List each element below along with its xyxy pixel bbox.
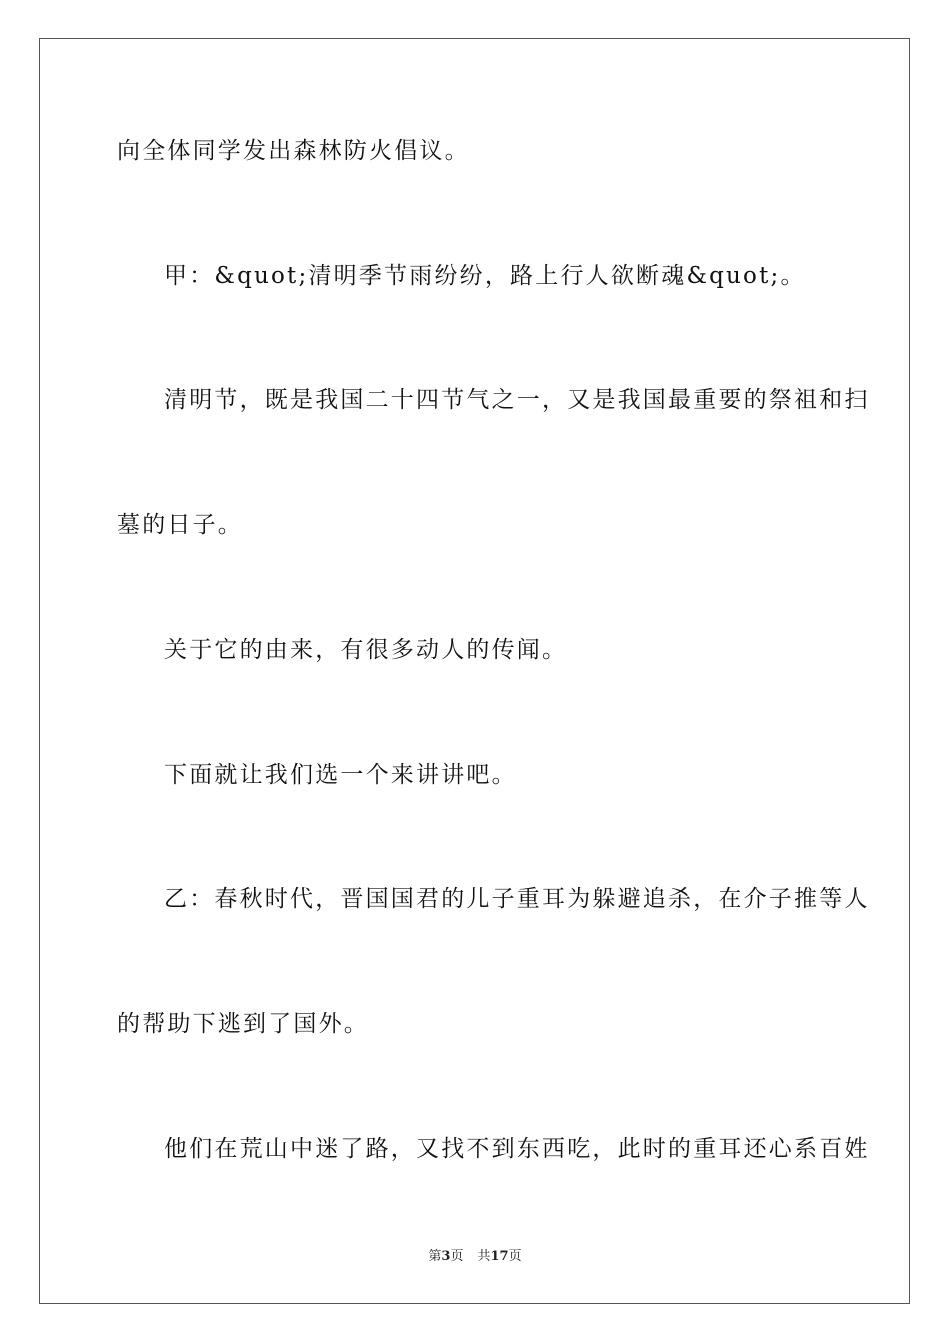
paragraph-line-8: 的帮助下逃到了国外。	[117, 1011, 369, 1037]
paragraph-line-9: 他们在荒山中迷了路，又找不到东西吃，此时的重耳还心系百姓	[164, 1136, 870, 1162]
total-label-prefix: 共	[477, 1249, 491, 1264]
total-page-number: 17	[490, 1249, 509, 1264]
current-page-number: 3	[441, 1249, 451, 1264]
paragraph-line-4: 墓的日子。	[117, 512, 243, 538]
paragraph-line-6: 下面就让我们选一个来讲讲吧。	[164, 762, 517, 788]
paragraph-line-7: 乙：春秋时代，晋国国君的儿子重耳为躲避追杀，在介子推等人	[164, 886, 870, 912]
total-label-suffix: 页	[508, 1249, 522, 1264]
page-label-suffix: 页	[450, 1249, 464, 1264]
paragraph-line-1: 向全体同学发出森林防火倡议。	[117, 138, 470, 164]
paragraph-line-3: 清明节，既是我国二十四节气之一，又是我国最重要的祭祖和扫	[164, 387, 870, 413]
page-label-prefix: 第	[428, 1249, 442, 1264]
paragraph-line-5: 关于它的由来，有很多动人的传闻。	[164, 637, 568, 663]
page-footer	[0, 1248, 950, 1266]
paragraph-line-2: 甲：&quot;清明季节雨纷纷，路上行人欲断魂&quot;。	[164, 263, 806, 289]
page-frame	[39, 38, 910, 1304]
